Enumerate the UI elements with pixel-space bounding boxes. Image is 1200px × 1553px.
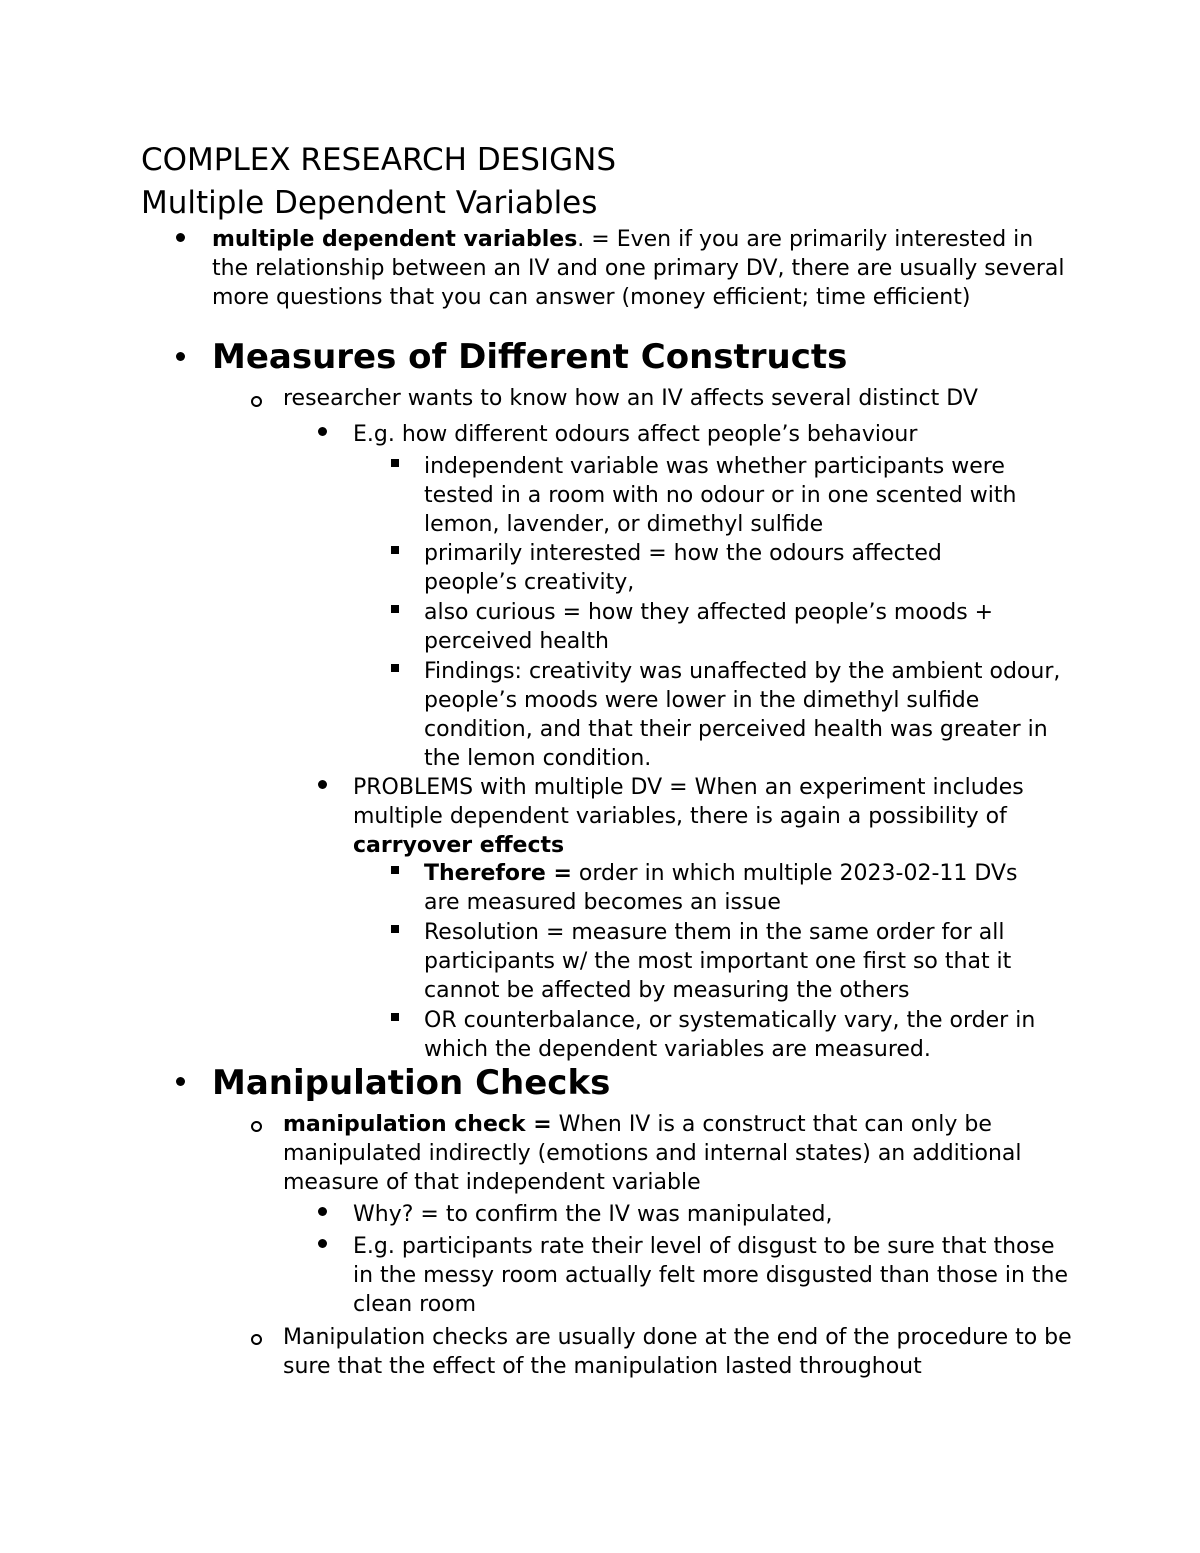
bullet-square [391, 459, 399, 467]
list-item: primarily interested = how the odours affected people’s creativity, [424, 541, 942, 595]
list-item: Findings: creativity was unaffected by the ambient odour, people’s moods were lower in the dimethyl sulfide condition, and that their perceived health was greater in the lemon condition. [424, 659, 1061, 771]
list-item-therefore [424, 859, 1044, 917]
list-item: Resolution = measure them in the same order for all participants w/ the most important one first so that it cannot be affected by measuring the others [424, 920, 1012, 1003]
bullet-disc [318, 1239, 327, 1248]
list-item: Manipulation checks are usually done at the end of the procedure to be sure that the effect of the manipulation lasted throughout [283, 1325, 1072, 1379]
heading-manipulation: Manipulation Checks [212, 1063, 611, 1103]
bullet-disc [318, 780, 327, 789]
problems-text: PROBLEMS with multiple DV = When an experiment includes multiple dependent variables, there is again a possibility of [353, 775, 1024, 829]
term-bold: carryover effects [353, 833, 565, 858]
list-item: E.g. participants rate their level of disgust to be sure that those in the messy room actually felt more disgusted than those in the clean room [353, 1234, 1068, 1317]
bullet-square [391, 664, 399, 672]
bullet-disc [176, 352, 185, 361]
bullet-circle [251, 1121, 262, 1132]
bullet-circle [251, 396, 262, 407]
list-item: independent variable was whether participants were tested in a room with no odour or in one scented with lemon, lavender, or dimethyl sulfide [424, 454, 1017, 537]
term-bold: manipulation check = [283, 1112, 552, 1137]
bullet-circle [251, 1334, 262, 1345]
list-item-intro [212, 225, 1072, 312]
section-subtitle: Multiple Dependent Variables [141, 185, 598, 221]
term-bold: multiple dependent variables [212, 227, 578, 252]
manipulation-def-text: When IV is a construct that can only be manipulated indirectly (emotions and internal states) an additional measure of that independent variable [283, 1112, 1022, 1195]
list-item-problems [353, 773, 1053, 860]
bullet-square [391, 605, 399, 613]
bullet-square [391, 925, 399, 933]
term-bold: Therefore = [424, 861, 572, 886]
list-item: E.g. how different odours affect people’s behaviour [353, 422, 918, 447]
bullet-square [391, 1013, 399, 1021]
heading-measures: Measures of Different Constructs [212, 337, 848, 377]
list-item-manipulation-def [283, 1110, 1073, 1197]
bullet-square [391, 546, 399, 554]
bullet-square [391, 866, 399, 874]
document-title: COMPLEX RESEARCH DESIGNS [141, 142, 617, 178]
bullet-disc [318, 427, 327, 436]
bullet-disc [176, 233, 185, 242]
therefore-text: order in which multiple 2023-02-11 DVs are measured becomes an issue [424, 861, 1018, 915]
list-item: OR counterbalance, or systematically vary, the order in which the dependent variables are measured. [424, 1008, 1036, 1062]
list-item: researcher wants to know how an IV affects several distinct DV [283, 386, 978, 411]
list-item: also curious = how they affected people’s moods + perceived health [424, 600, 994, 654]
intro-definition: . = Even if you are primarily interested in the relationship between an IV and one primary DV, there are usually several more questions that you can answer (money efficient; time efficient) [212, 227, 1065, 310]
list-item: Why? = to confirm the IV was manipulated, [353, 1202, 833, 1227]
bullet-disc [318, 1207, 327, 1216]
bullet-disc [176, 1077, 185, 1086]
